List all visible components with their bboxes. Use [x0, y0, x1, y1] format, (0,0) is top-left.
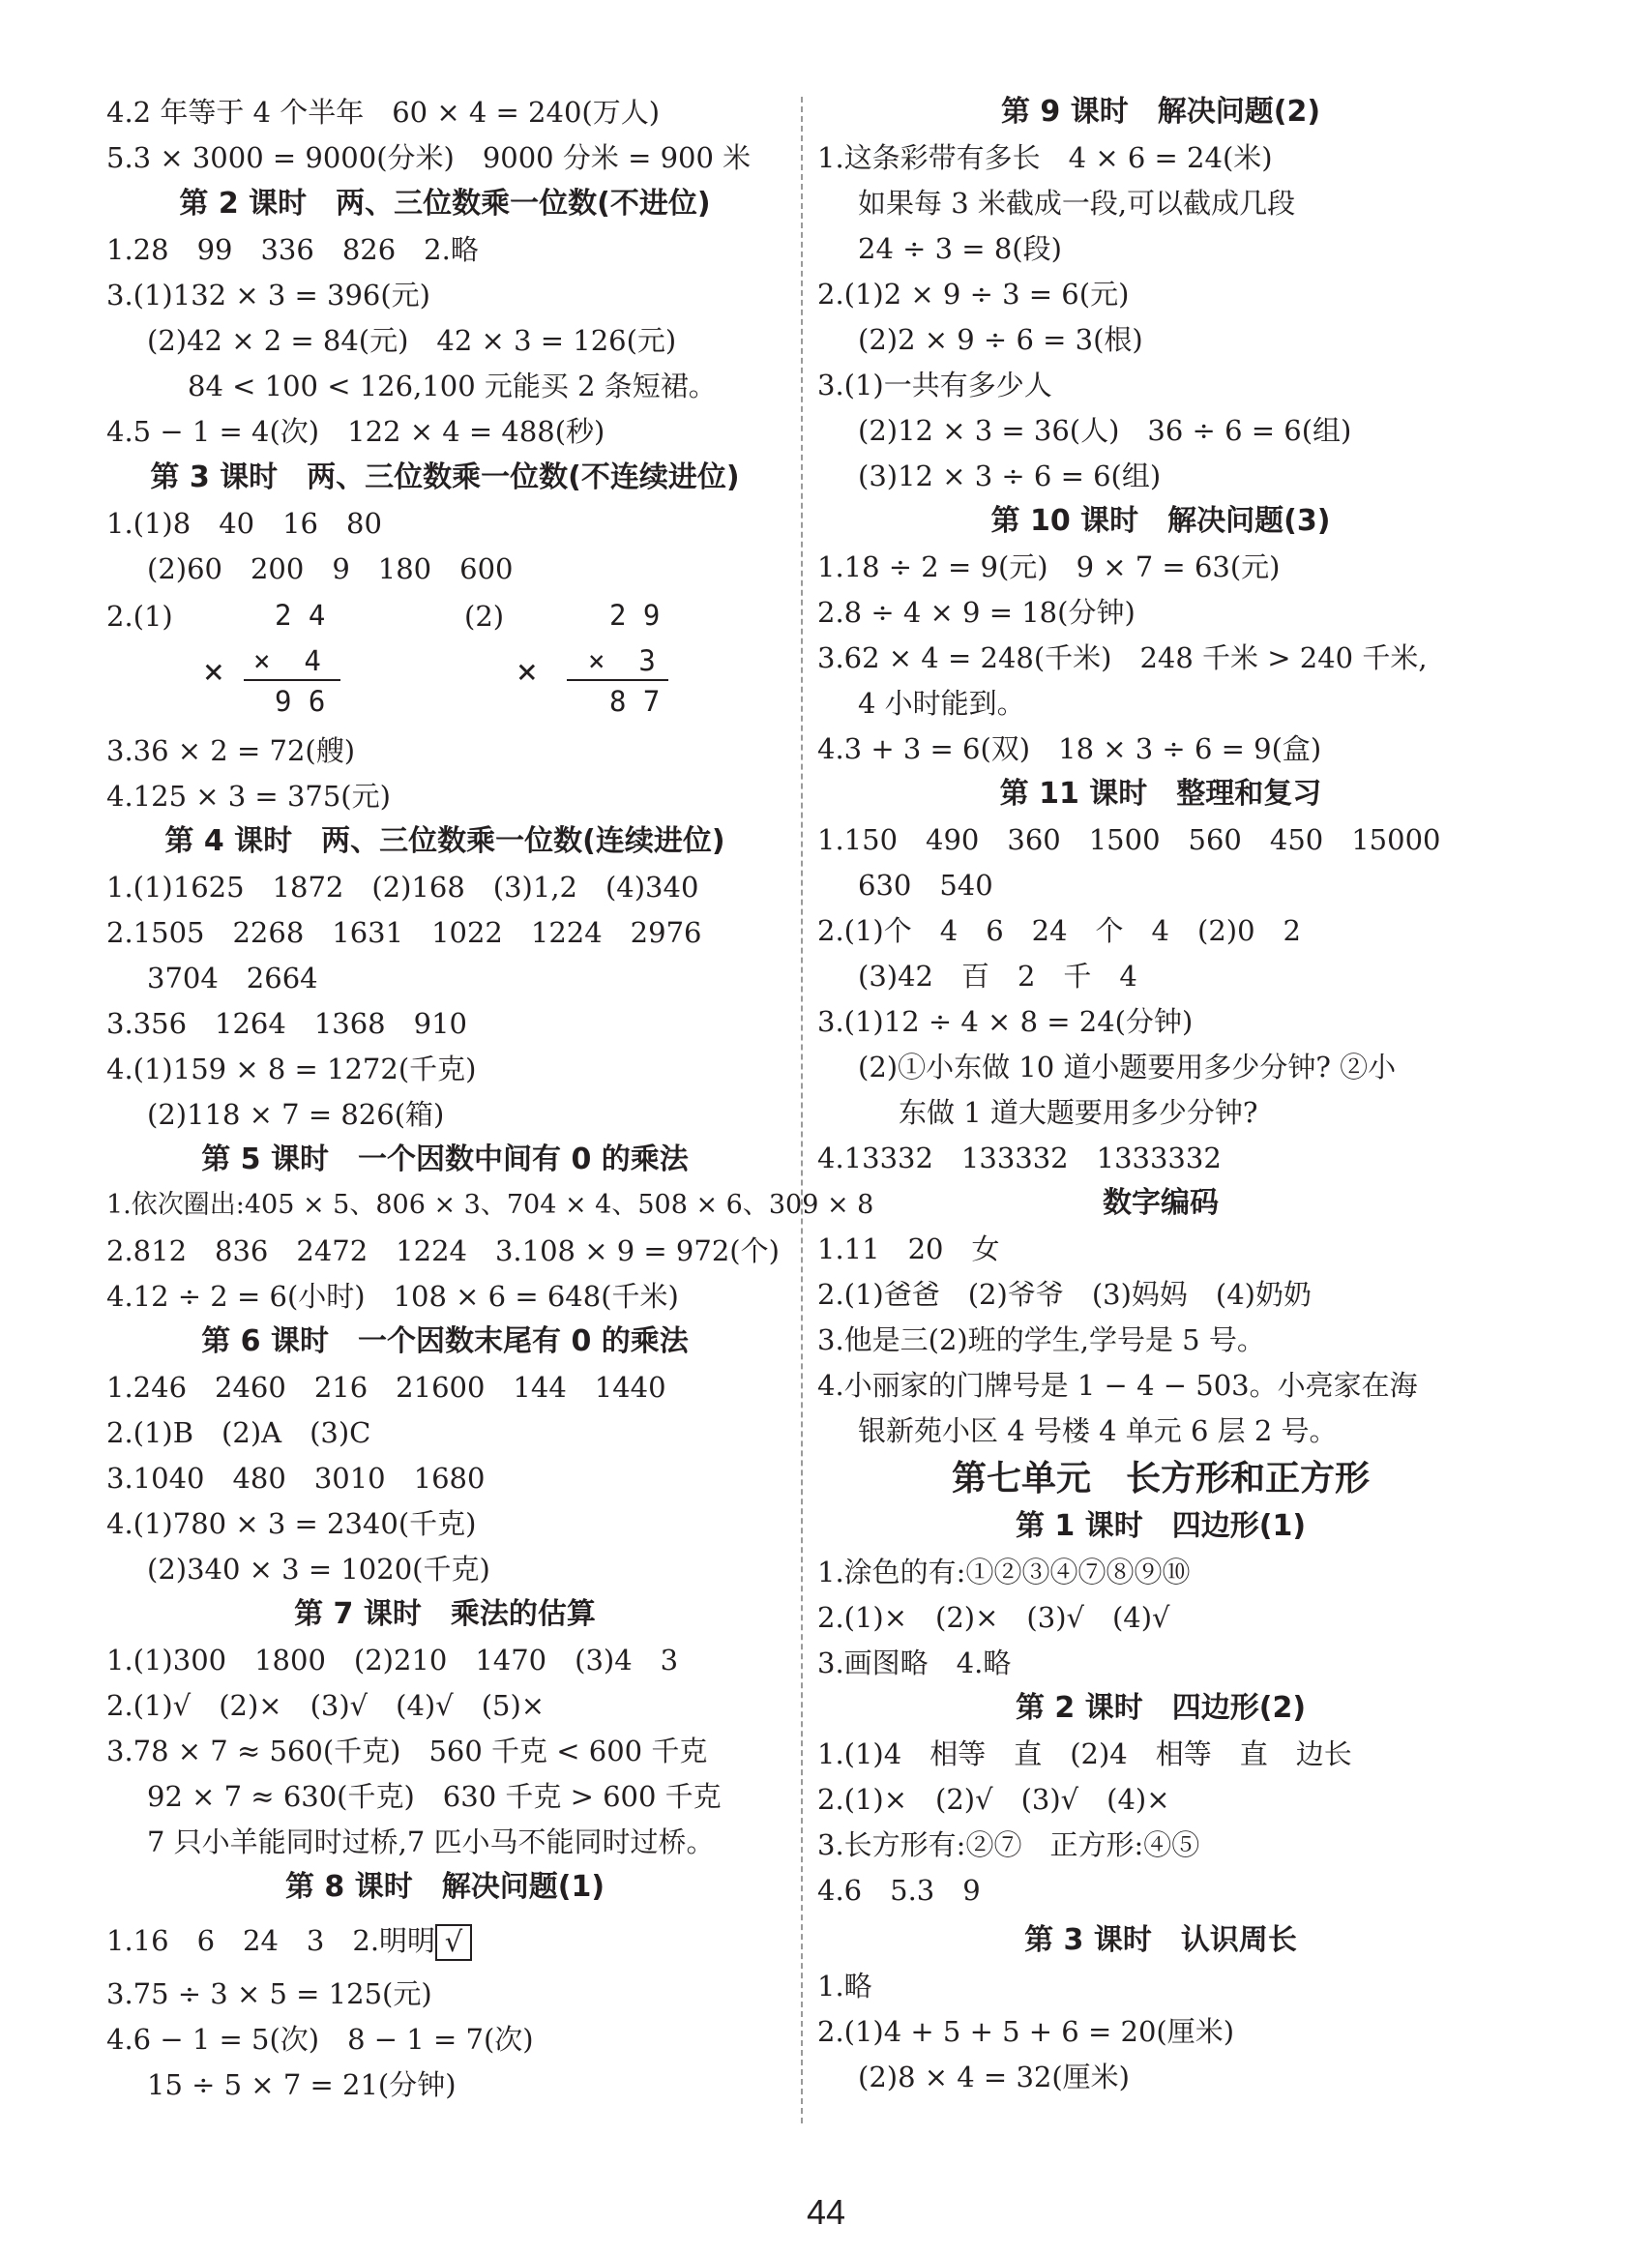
answer-line: (2)2 × 9 ÷ 6 = 3(根) — [858, 323, 1143, 356]
times-sign: × — [516, 652, 538, 692]
check-box: √ — [435, 1924, 472, 1961]
answer-line: 2.(1)× (2)× (3)√ (4)√ — [817, 1601, 1170, 1634]
answer-line: (2)118 × 7 = 826(箱) — [147, 1098, 445, 1131]
answer-line: 4.12 ÷ 2 = 6(小时) 108 × 6 = 648(千米) — [106, 1280, 679, 1313]
lesson-heading: 第 3 课时 两、三位数乘一位数(不连续进位) — [150, 460, 740, 494]
lesson-heading: 第 9 课时 解决问题(2) — [1000, 95, 1321, 129]
answer-line: 4 小时能到。 — [858, 687, 1025, 720]
answer-line: 1.(1)8 40 16 80 — [106, 507, 382, 540]
answer-line: 2.(1)个 4 6 24 个 4 (2)0 2 — [817, 914, 1301, 947]
vm-bar — [567, 679, 668, 681]
answer-line: 1.(1)1625 1872 (2)168 (3)1,2 (4)340 — [106, 871, 699, 904]
answer-line: 2.(1)爸爸 (2)爷爷 (3)妈妈 (4)奶奶 — [817, 1278, 1312, 1311]
lesson-heading: 第 1 课时 四边形(1) — [1015, 1509, 1307, 1543]
answer-line: 1.246 2460 216 21600 144 1440 — [106, 1371, 666, 1404]
answer-text: 1.16 6 24 3 2.明明 — [106, 1924, 436, 1957]
lesson-heading: 第 6 课时 一个因数末尾有 0 的乘法 — [201, 1324, 689, 1358]
answer-line: 4.125 × 3 = 375(元) — [106, 780, 391, 813]
answer-line: (2)①小东做 10 道小题要用多少分钟? ②小 — [858, 1051, 1397, 1083]
answer-line: 24 ÷ 3 = 8(段) — [858, 232, 1062, 265]
answer-line: (3)42 百 2 千 4 — [858, 960, 1137, 993]
lesson-heading: 第 8 课时 解决问题(1) — [284, 1870, 605, 1904]
answer-line: (2)8 × 4 = 32(厘米) — [858, 2061, 1130, 2093]
answer-line: 7 只小羊能同时过桥,7 匹小马不能同时过桥。 — [147, 1825, 715, 1858]
vm-bottom: 8 7 — [609, 685, 661, 718]
answer-line: 1.18 ÷ 2 = 9(元) 9 × 7 = 63(元) — [817, 550, 1281, 583]
answer-line: 4.13332 133332 1333332 — [817, 1142, 1222, 1174]
unit-heading: 第七单元 长方形和正方形 — [951, 1459, 1370, 1498]
answer-line: 3.36 × 2 = 72(艘) — [106, 734, 356, 767]
answer-line: 1.11 20 女 — [817, 1232, 1000, 1265]
answer-line: 4.2 年等于 4 个半年 60 × 4 = 240(万人) — [106, 96, 661, 129]
answer-line: 银新苑小区 4 号楼 4 单元 6 层 2 号。 — [858, 1414, 1338, 1447]
answer-line: (2)42 × 2 = 84(元) 42 × 3 = 126(元) — [147, 324, 677, 357]
answer-line: 1.150 490 360 1500 560 450 15000 — [817, 823, 1441, 856]
page-number: 44 — [806, 2192, 846, 2232]
answer-line: 1.略 — [817, 1970, 872, 2003]
answer-line: 3.长方形有:②⑦ 正方形:④⑤ — [817, 1828, 1200, 1861]
answer-line: 630 540 — [858, 869, 993, 902]
answer-line: 2.(1)2 × 9 ÷ 3 = 6(元) — [817, 278, 1130, 311]
lesson-heading: 第 2 课时 两、三位数乘一位数(不进位) — [179, 187, 711, 221]
answer-line: 如果每 3 米截成一段,可以截成几段 — [858, 187, 1296, 220]
answer-line: 3.画图略 4.略 — [817, 1647, 1012, 1679]
lesson-heading: 第 10 课时 解决问题(3) — [990, 504, 1331, 538]
answer-line: 2.(1)× (2)√ (3)√ (4)× — [817, 1783, 1170, 1816]
lesson-heading: 第 4 课时 两、三位数乘一位数(连续进位) — [164, 824, 725, 858]
answer-line: 1.这条彩带有多长 4 × 6 = 24(米) — [817, 141, 1273, 174]
lesson-heading: 第 5 课时 一个因数中间有 0 的乘法 — [201, 1142, 689, 1176]
answer-line: 4.6 5.3 9 — [817, 1874, 981, 1907]
answer-line: 3.(1)一共有多少人 — [817, 369, 1052, 401]
answer-line: 92 × 7 ≈ 630(千克) 630 千克 > 600 千克 — [147, 1780, 722, 1813]
section-heading: 数字编码 — [1103, 1186, 1219, 1220]
answer-line: (2)340 × 3 = 1020(千克) — [147, 1553, 490, 1586]
vm-bar — [244, 679, 340, 681]
answer-line: 4.6 − 1 = 5(次) 8 − 1 = 7(次) — [106, 2023, 534, 2056]
times-sign: × — [203, 652, 224, 692]
answer-line: 2.8 ÷ 4 × 9 = 18(分钟) — [817, 596, 1136, 629]
answer-line: 3.356 1264 1368 910 — [106, 1007, 467, 1040]
answer-line: 3704 2664 — [147, 962, 318, 994]
lesson-heading: 第 11 课时 整理和复习 — [999, 777, 1322, 811]
vm-mid: × 3 — [588, 644, 656, 677]
lesson-heading: 第 7 课时 乘法的估算 — [294, 1597, 596, 1631]
answer-line: 1.依次圈出:405 × 5、806 × 3、704 × 4、508 × 6、309 × 8 — [106, 1190, 874, 1220]
lesson-heading: 第 3 课时 认识周长 — [1024, 1923, 1297, 1957]
vm-bottom: 9 6 — [275, 685, 326, 718]
answer-line: 东做 1 道大题要用多少分钟? — [899, 1096, 1258, 1129]
answer-line: 3.75 ÷ 3 × 5 = 125(元) — [106, 1977, 432, 2010]
column-divider — [801, 97, 803, 2123]
answer-line: (2) — [464, 600, 505, 633]
answer-line: 15 ÷ 5 × 7 = 21(分钟) — [147, 2068, 457, 2101]
answer-line: (3)12 × 3 ÷ 6 = 6(组) — [858, 460, 1162, 492]
answer-line: 3.78 × 7 ≈ 560(千克) 560 千克 < 600 千克 — [106, 1735, 708, 1767]
answer-line: 5.3 × 3000 = 9000(分米) 9000 分米 = 900 米 — [106, 141, 752, 174]
answer-line: 4.小丽家的门牌号是 1 − 4 − 503。小亮家在海 — [817, 1369, 1418, 1402]
answer-line: 1.28 99 336 826 2.略 — [106, 233, 479, 266]
answer-line: 2.812 836 2472 1224 3.108 × 9 = 972(个) — [106, 1234, 780, 1267]
lesson-heading: 第 2 课时 四边形(2) — [1015, 1691, 1307, 1725]
answer-line: 84 < 100 < 126,100 元能买 2 条短裙。 — [188, 370, 717, 402]
answer-line: 1.(1)4 相等 直 (2)4 相等 直 边长 — [817, 1737, 1352, 1770]
answer-line: 3.1040 480 3010 1680 — [106, 1462, 486, 1495]
answer-line: (2)60 200 9 180 600 — [147, 552, 514, 585]
answer-line: 4.5 − 1 = 4(次) 122 × 4 = 488(秒) — [106, 415, 605, 448]
vm-mid: × 4 — [253, 644, 321, 677]
answer-line: 4.3 + 3 = 6(双) 18 × 3 ÷ 6 = 9(盒) — [817, 732, 1322, 765]
answer-line: 1.(1)300 1800 (2)210 1470 (3)4 3 — [106, 1644, 679, 1676]
answer-line — [106, 1921, 472, 1961]
answer-line: 2.(1) — [106, 600, 173, 633]
answer-line: 4.(1)159 × 8 = 1272(千克) — [106, 1053, 477, 1085]
answer-line: 3.62 × 4 = 248(千米) 248 千米 > 240 千米, — [817, 641, 1428, 674]
answer-line: 2.(1)B (2)A (3)C — [106, 1416, 371, 1449]
answer-line: 2.(1)4 + 5 + 5 + 6 = 20(厘米) — [817, 2015, 1235, 2048]
answer-line: 4.(1)780 × 3 = 2340(千克) — [106, 1507, 477, 1540]
vm-top: 2 9 — [609, 599, 661, 632]
answer-line: 2.(1)√ (2)× (3)√ (4)√ (5)× — [106, 1689, 546, 1722]
answer-line: 1.涂色的有:①②③④⑦⑧⑨⑩ — [817, 1556, 1191, 1588]
answer-line: 3.他是三(2)班的学生,学号是 5 号。 — [817, 1323, 1265, 1356]
answer-line: 3.(1)132 × 3 = 396(元) — [106, 279, 431, 312]
vm-top: 2 4 — [275, 599, 326, 632]
answer-line: 2.1505 2268 1631 1022 1224 2976 — [106, 916, 702, 949]
answer-line: 3.(1)12 ÷ 4 × 8 = 24(分钟) — [817, 1005, 1194, 1038]
answer-line: (2)12 × 3 = 36(人) 36 ÷ 6 = 6(组) — [858, 414, 1352, 447]
